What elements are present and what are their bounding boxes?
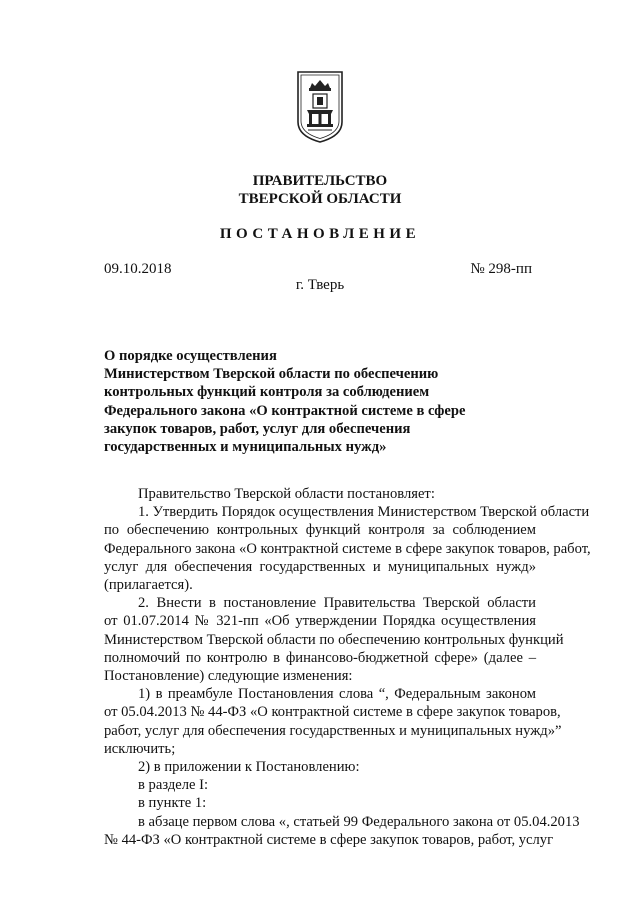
body-line: Федерального закона «О контрактной системе в сфере закупок товаров, работ, (104, 540, 591, 557)
document-date: 09.10.2018 (104, 261, 172, 277)
body-line: в пункте 1: (138, 795, 207, 812)
body-line: исключить; (104, 740, 176, 757)
body-line: Правительство Тверской области постановляет: (138, 486, 435, 502)
organization-name-line1: ПРАВИТЕЛЬСТВО (252, 173, 388, 189)
coat-of-arms-icon (296, 70, 344, 144)
body-line: в разделе I: (138, 777, 209, 794)
body-line: Постановление) следующие изменения: (104, 668, 353, 685)
body-line: 1. Утвердить Порядок осуществления Министерством Тверской области (138, 504, 590, 521)
document-number: № 298-пп (470, 261, 532, 277)
subject-line: государственных и муниципальных нужд» (104, 439, 387, 456)
subject-line: Министерством Тверской области по обеспечению (104, 366, 439, 383)
document-type-title: ПОСТАНОВЛЕНИЕ (219, 226, 421, 242)
document-city: г. Тверь (295, 277, 345, 293)
document-body (104, 485, 591, 849)
body-line: работ, услуг для обеспечения государственных и муниципальных нужд»” (104, 722, 562, 739)
subject-line: О порядке осуществления (104, 348, 277, 364)
subject-line: Федерального закона «О контрактной системе в сфере (104, 402, 466, 419)
organization-name-line2: ТВЕРСКОЙ ОБЛАСТИ (238, 191, 402, 207)
body-line: полномочий по контролю в финансово-бюджетной сфере» (далее – (104, 649, 536, 666)
body-line: от 01.07.2014 № 321-пп «Об утверждении Порядка осуществления (104, 613, 536, 630)
body-line: 1) в преамбуле Постановления слова “, Федеральным законом (138, 686, 536, 703)
body-line: услуг для обеспечения государственных и муниципальных нужд» (104, 558, 536, 575)
body-line: (прилагается). (104, 577, 193, 594)
document-subject (104, 347, 524, 456)
body-line: по обеспечению контрольных функций контроля за соблюдением (104, 522, 536, 539)
subject-line: контрольных функций контроля за соблюдением (104, 384, 430, 401)
body-line: в абзаце первом слова «, статьей 99 Федерального закона от 05.04.2013 (138, 813, 580, 830)
body-line: Министерством Тверской области по обеспечению контрольных функций (104, 631, 564, 648)
subject-line: закупок товаров, работ, услуг для обеспечения (104, 420, 411, 437)
body-line: от 05.04.2013 № 44-ФЗ «О контрактной системе в сфере закупок товаров, (104, 704, 561, 721)
body-line: № 44-ФЗ «О контрактной системе в сфере закупок товаров, работ, услуг (104, 831, 554, 848)
body-line: 2) в приложении к Постановлению: (138, 759, 360, 776)
body-line: 2. Внести в постановление Правительства Тверской области (138, 595, 536, 612)
